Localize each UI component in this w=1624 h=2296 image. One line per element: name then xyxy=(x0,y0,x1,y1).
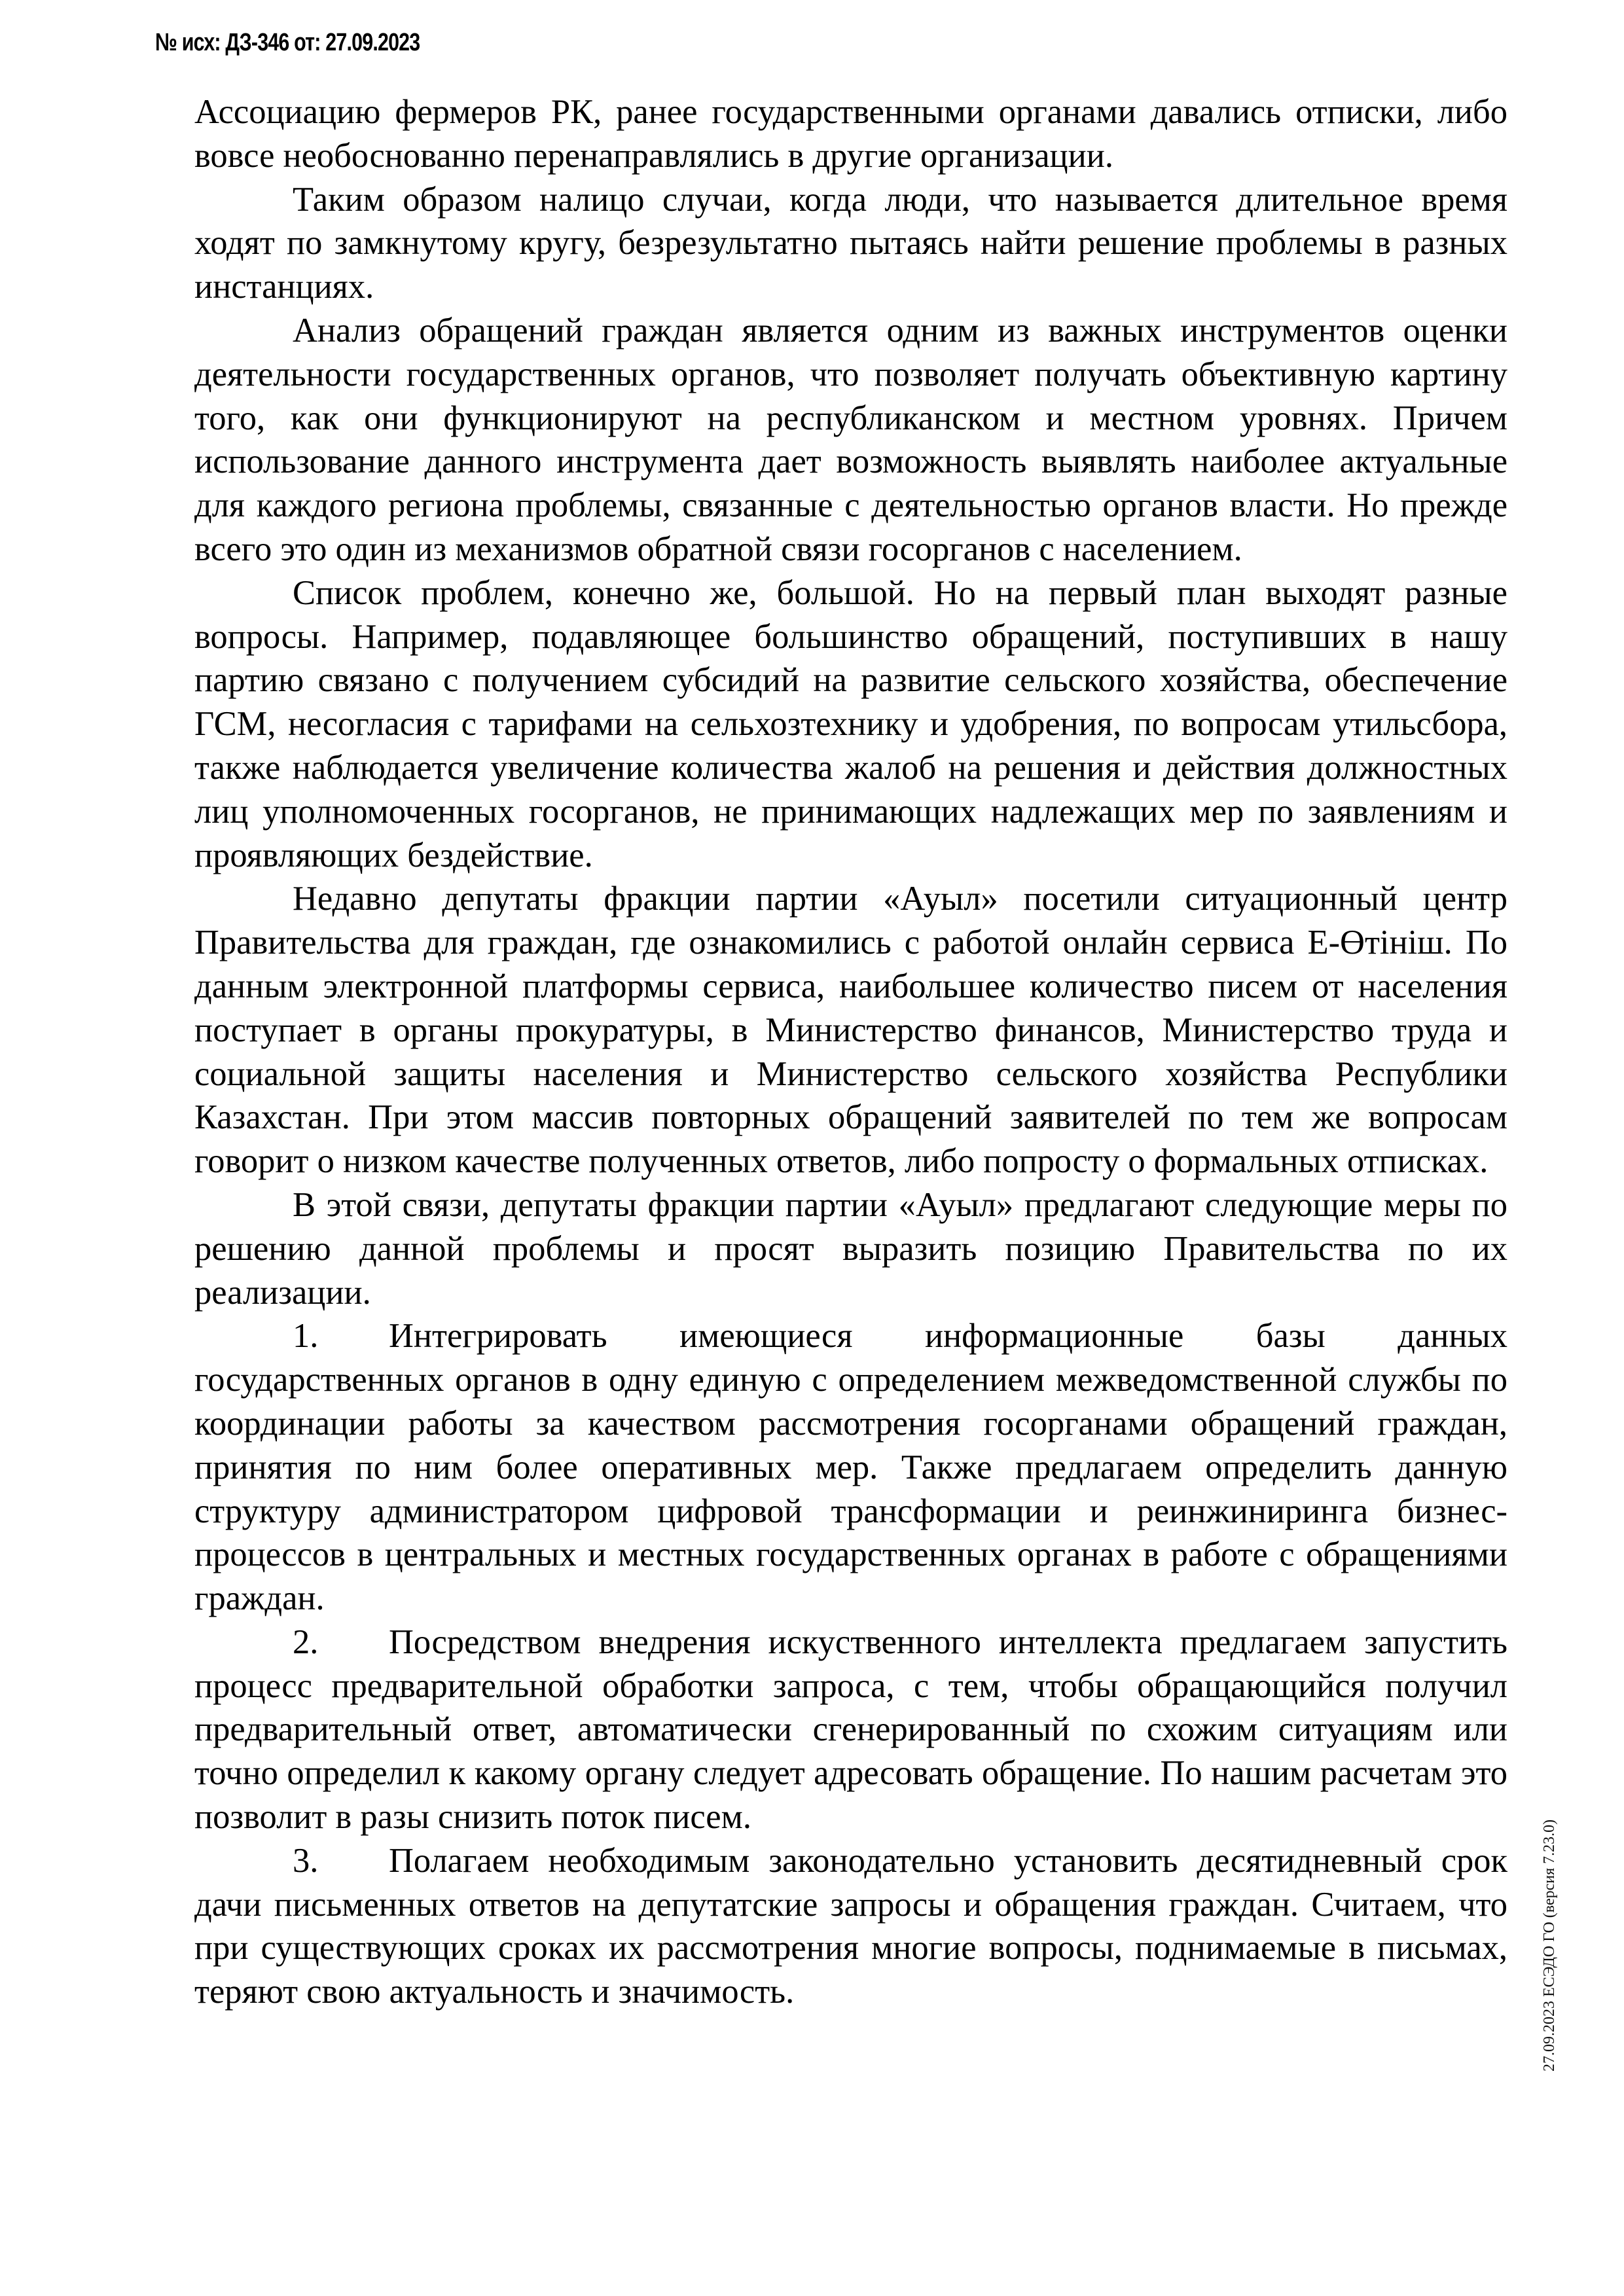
paragraph: Таким образом налицо случаи, когда люди, что называется длительное время ходят по замкнутому кругу, безрезультатно пытаясь найти решение проблемы в разных инстанциях. xyxy=(194,180,1507,306)
paragraph: Ассоциацию фермеров РК, ранее государственными органами давались отписки, либо вовсе необоснованно перенаправлялись в другие организации. xyxy=(194,93,1507,175)
proposal-item xyxy=(194,1621,1507,1839)
proposal-number: 1. xyxy=(293,1317,319,1355)
paragraph: В этой связи, депутаты фракции партии «Ауыл» предлагают следующие меры по решению данной проблемы и просят выразить позицию Правительства по их реализации. xyxy=(194,1185,1507,1312)
proposal-text: Полагаем необходимым законодательно установить десятидневный срок дачи письменных ответов на депутатские запросы и обращения граждан. Считаем, что при существующих сроках их рассмотрения многие вопросы, поднимаемые в письмах, теряют свою актуальность и значимость. xyxy=(194,1841,1507,2011)
proposal-text: Посредством внедрения искуственного интеллекта предлагаем запустить процесс предварительной обработки запроса, с тем, чтобы обращающийся получил предварительный ответ, автоматически сгенерированный по схожим ситуациям или точно определил к какому органу следует адресовать обращение. По нашим расчетам это позволит в разы снизить поток писем. xyxy=(194,1623,1507,1837)
proposal-number: 2. xyxy=(293,1623,319,1661)
proposal-number: 3. xyxy=(293,1841,319,1880)
paragraph: Список проблем, конечно же, большой. Но на первый план выходят разные вопросы. Например, подавляющее большинство обращений, поступивших в нашу партию связано с получением субсидий на развитие сельского хозяйства, обеспечение ГСМ, несогласия с тарифами на сельхозтехнику и удобрения, по вопросам утильсбора, также наблюдается увеличение количества жалоб на решения и действия должностных лиц уполномоченных госорганов, не принимающих надлежащих мер по заявлениям и проявляющих бездействие. xyxy=(194,573,1507,874)
outgoing-registration-stamp: № исх: ДЗ-346 от: 27.09.2023 xyxy=(155,29,420,56)
edms-side-stamp: 27.09.2023 ЕСЭДО ГО (версия 7.23.0) xyxy=(1541,1819,1558,2072)
proposal-item xyxy=(194,1314,1507,1621)
paragraph: Анализ обращений граждан является одним из важных инструментов оценки деятельности государственных органов, что позволяет получать объективную картину того, как они функционируют на республиканском и местном уровнях. Причем использование данного инструмента дает возможность выявлять наиболее актуальные для каждого региона проблемы, связанные с деятельностью органов власти. Но прежде всего это один из механизмов обратной связи госорганов с населением. xyxy=(194,311,1507,568)
proposal-item xyxy=(194,1839,1507,2014)
letter-body xyxy=(194,90,1507,2014)
proposal-text: Интегрировать имеющиеся информационные базы данных государственных органов в одну единую с определением межведомственной службы по координации работы за качеством рассмотрения госорганами обращений граждан, принятия по ним более оперативных мер. Также предлагаем определить данную структуру администратором цифровой трансформации и реинжиниринга бизнес-процессов в центральных и местных государственных органах в работе с обращениями граждан. xyxy=(194,1317,1507,1618)
paragraph: Недавно депутаты фракции партии «Ауыл» посетили ситуационный центр Правительства для граждан, где ознакомились с работой онлайн сервиса Е-Өтініш. По данным электронной платформы сервиса, наибольшее количество писем от населения поступает в органы прокуратуры, в Министерство финансов, Министерство труда и социальной защиты населения и Министерство сельского хозяйства Республики Казахстан. При этом массив повторных обращений заявителей по тем же вопросам говорит о низком качестве полученных ответов, либо попросту о формальных отписках. xyxy=(194,880,1507,1181)
